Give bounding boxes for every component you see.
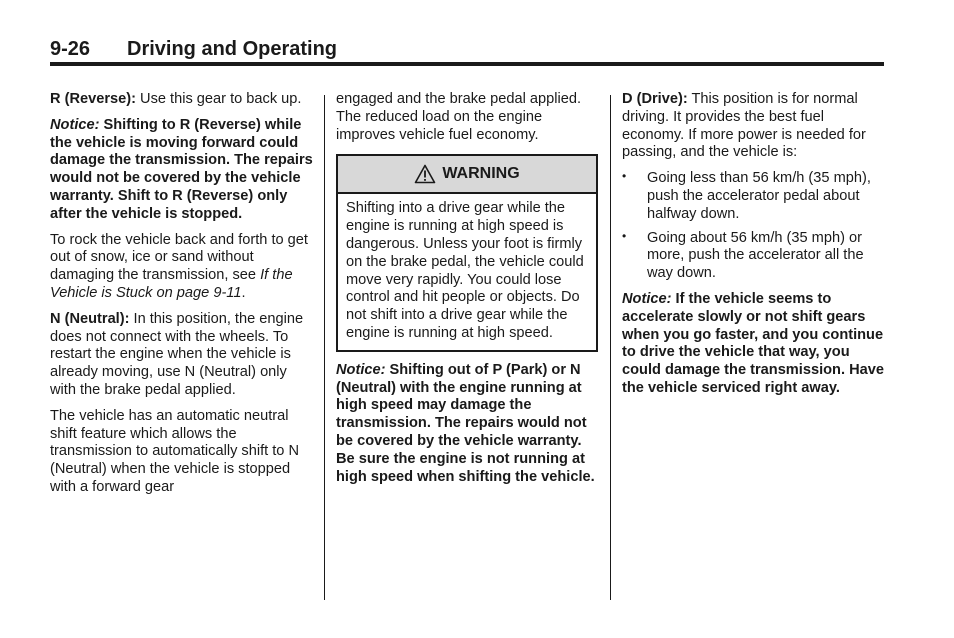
notice-label: Notice: <box>336 361 386 378</box>
notice-park-neutral <box>336 362 598 487</box>
drive-label: D (Drive): <box>622 91 688 107</box>
reverse-paragraph <box>50 91 313 109</box>
notice-reverse <box>50 117 313 224</box>
warning-triangle-icon <box>414 164 436 184</box>
rock-paragraph <box>50 232 313 303</box>
column-divider <box>324 95 325 600</box>
notice-text: Shifting to R (Reverse) while the vehicle is moving forward could damage the transmission. The repairs would not be covered by the vehicle warranty. Shift to R (Reverse) only after the vehicle is stopped. <box>50 116 313 222</box>
warning-title: WARNING <box>442 165 520 183</box>
column-1 <box>50 91 313 505</box>
notice-label: Notice: <box>622 290 672 307</box>
drive-bullet-list <box>622 170 884 283</box>
reverse-text: Use this gear to back up. <box>135 91 302 107</box>
drive-paragraph <box>622 91 884 162</box>
list-item: • Going about 56 km/h (35 mph) or more, push the accelerator all the way down. <box>622 228 864 282</box>
bullet-icon: • <box>622 228 627 243</box>
header-rule <box>50 62 884 66</box>
column-divider <box>610 95 611 600</box>
bullet-icon: • <box>622 169 627 184</box>
drive-text: This position is for normal driving. It provides the best fuel economy. If more power is needed for passing, and the vehicle is: <box>622 91 866 161</box>
page-title: Driving and Operating <box>127 38 338 60</box>
notice-drive <box>622 291 884 398</box>
neutral-text: In this position, the engine does not connect with the wheels. To restart the engine when the vehicle is already moving, use N (Neutral) only with the brake pedal applied. <box>50 310 304 398</box>
neutral-label: N (Neutral): <box>50 310 130 327</box>
reverse-label: R (Reverse): <box>50 91 136 107</box>
warning-header <box>338 156 596 194</box>
warning-text: Shifting into a drive gear while the engine is running at high speed is dangerous. Unless your foot is firmly on the brake pedal, the vehicle could move very rapidly. You could lose control and hit people or objects. Do not shift into a drive gear while the engine is running at high speed. <box>346 200 584 341</box>
stuck-reference-link[interactable]: If the Vehicle is Stuck on page 9-11 <box>50 267 293 301</box>
continued-paragraph: engaged and the brake pedal applied. The reduced load on the engine improves vehicle fuel economy. <box>336 91 582 143</box>
auto-neutral-paragraph: The vehicle has an automatic neutral shift feature which allows the transmission to automatically shift to N (Neutral) when the vehicle is stopped with a forward gear <box>50 407 299 495</box>
warning-box <box>336 154 598 351</box>
rock-end: . <box>241 284 246 301</box>
page-number: 9-26 <box>50 38 91 60</box>
column-3 <box>622 91 884 406</box>
rock-text: To rock the vehicle back and forth to get out of snow, ice or sand without damaging the transmission, see <box>50 231 308 284</box>
list-item: • Going less than 56 km/h (35 mph), push the accelerator pedal about halfway down. <box>622 169 871 222</box>
notice-label: Notice: <box>50 116 100 133</box>
notice-text: Shifting out of P (Park) or N (Neutral) with the engine running at high speed may damage the transmission. The repairs would not be covered by the vehicle warranty. Be sure the engine is not running at high speed when shifting the vehicle. <box>336 361 595 485</box>
column-2 <box>336 91 598 494</box>
neutral-paragraph <box>50 311 313 400</box>
notice-text: If the vehicle seems to accelerate slowly or not shift gears when you go faster, and you continue to drive the vehicle that way, you could damage the transmission. Have the vehicle serviced right away. <box>622 290 884 396</box>
